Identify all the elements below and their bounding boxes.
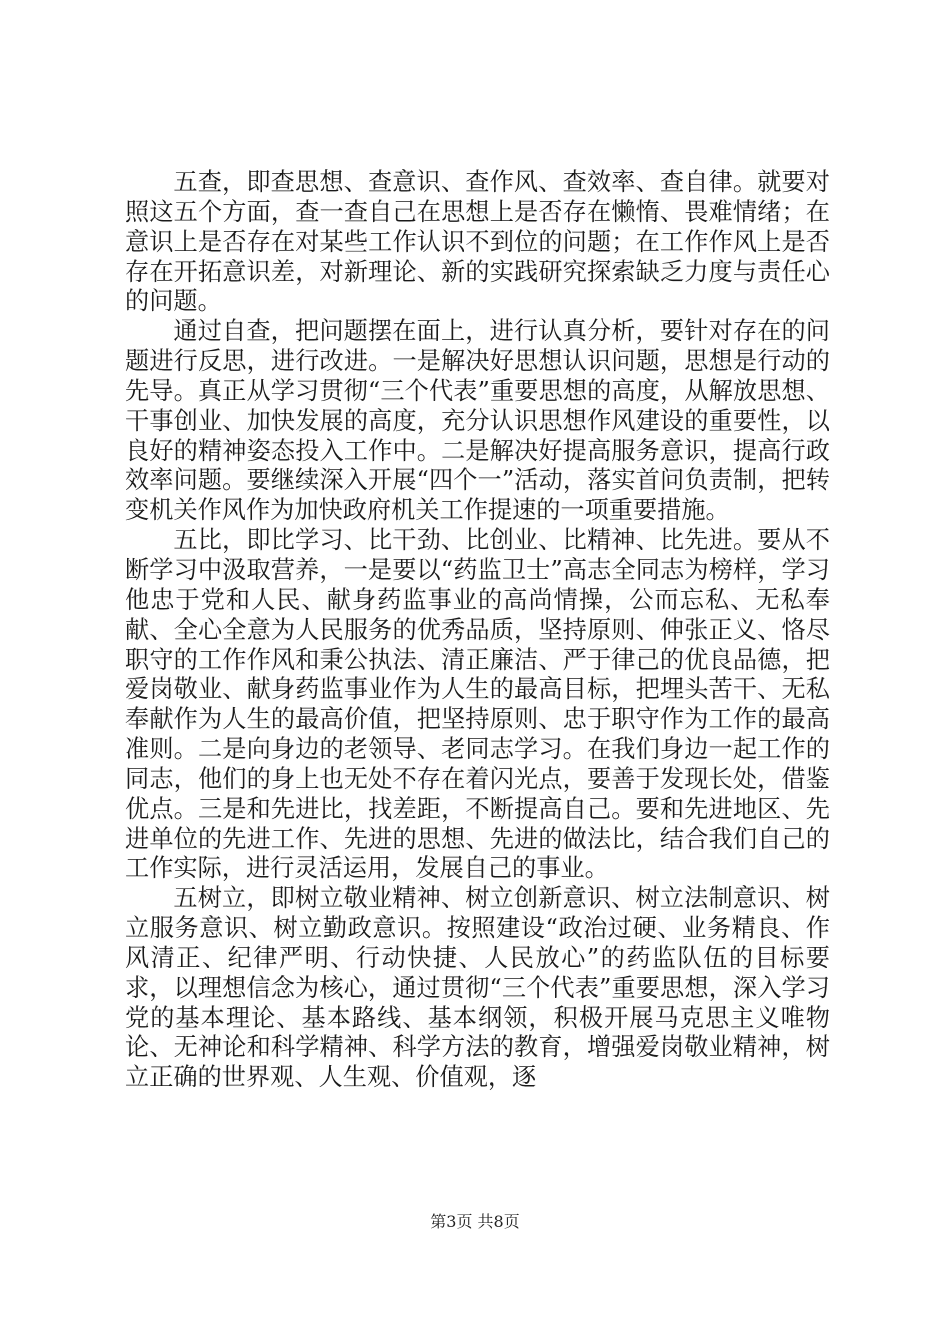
paragraph-five-establishments: 五树立，即树立敬业精神、树立创新意识、树立法制意识、树立服务意识、树立勤政意识。按照建设“政治过硬、业务精良、作风清正、纪律严明、行动快捷、人民放心”的药监队伍的目标要求，以理想信念为核心，通过贯彻“三个代表”重要思想，深入学习党的基本理论、基本路线、基本纲领，积极开展马克思主义唯物论、无神论和科学精神、科学方法的教育，增强爱岗敬业精神，树立正确的世界观、人生观、价值观，逐 (125, 884, 830, 1092)
paragraph-five-checks: 五查，即查思想、查意识、查作风、查效率、查自律。就要对照这五个方面，查一查自己在思想上是否存在懒惰、畏难情绪；在意识上是否存在对某些工作认识不到位的问题；在工作作风上是否存在开拓意识差，对新理论、新的实践研究探索缺乏力度与责任心的问题。 (125, 168, 830, 316)
page-number-label: 第3页 共8页 (430, 1212, 520, 1231)
paragraph-five-comparisons: 五比，即比学习、比干劲、比创业、比精神、比先进。要从不断学习中汲取营养，一是要以“药监卫士”高志全同志为榜样，学习他忠于党和人民、献身药监事业的高尚情操，公而忘私、无私奉献、全心全意为人民服务的优秀品质，坚持原则、伸张正义、恪尽职守的工作作风和秉公执法、清正廉洁、严于律己的优良品德，把爱岗敬业、献身药监事业作为人生的最高目标，把埋头苦干、无私奉献作为人生的最高价值，把坚持原则、忠于职守作为工作的最高准则。二是向身边的老领导、老同志学习。在我们身边一起工作的同志，他们的身上也无处不存在着闪光点，要善于发现长处，借鉴优点。三是和先进比，找差距，不断提高自己。要和先进地区、先进单位的先进工作、先进的思想、先进的做法比，结合我们自己的工作实际，进行灵活运用，发展自己的事业。 (125, 526, 830, 883)
page-footer (0, 1212, 950, 1232)
paragraph-self-check: 通过自查，把问题摆在面上，进行认真分析，要针对存在的问题进行反思，进行改进。一是解决好思想认识问题，思想是行动的先导。真正从学习贯彻“三个代表”重要思想的高度，从解放思想、干事创业、加快发展的高度，充分认识思想作风建设的重要性，以良好的精神姿态投入工作中。二是解决好提高服务意识，提高行政效率问题。要继续深入开展“四个一”活动，落实首问负责制，把转变机关作风作为加快政府机关工作提速的一项重要措施。 (125, 317, 830, 525)
document-body (125, 168, 830, 1093)
